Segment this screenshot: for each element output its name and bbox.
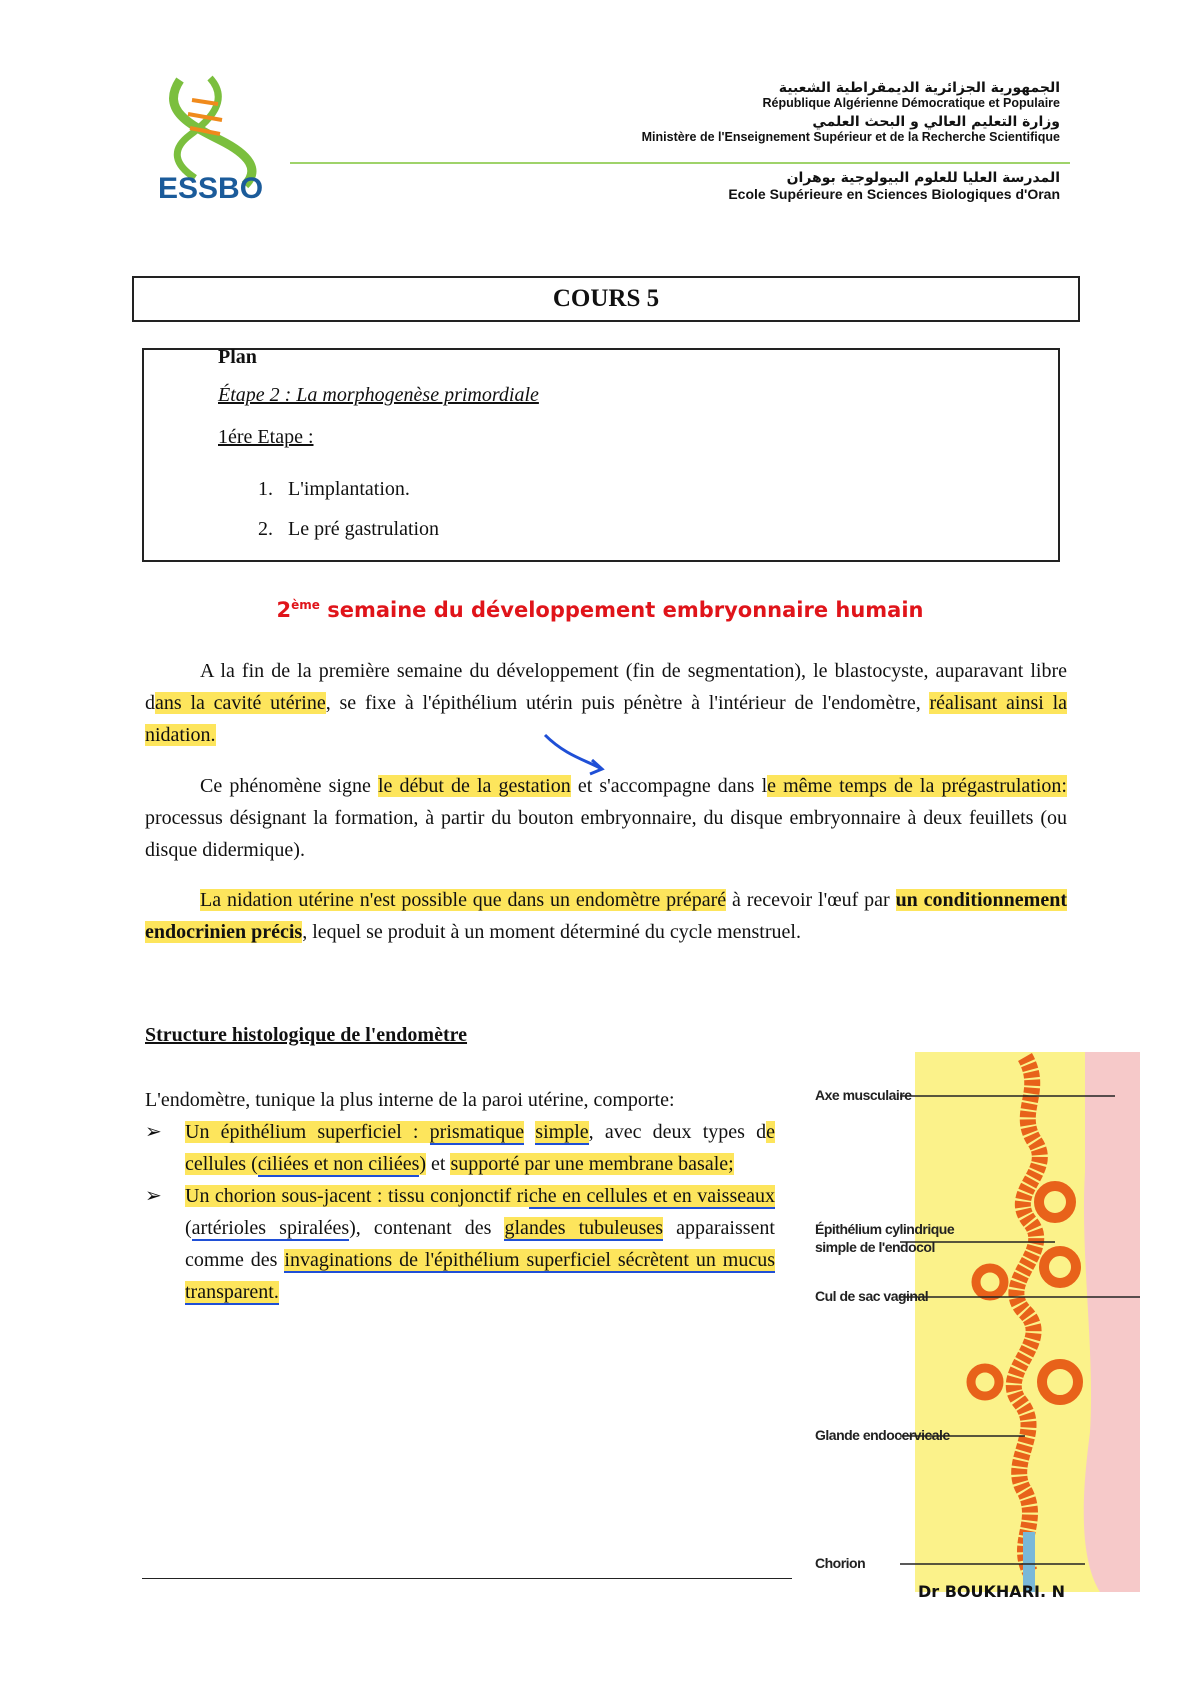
label-glande: Glande endocervicale [815, 1427, 950, 1443]
bullet-epithelium: ➢ Un épithélium superficiel : prismatique simple, avec deux types de cellules (ciliées et non ciliées) et supporté par une membrane basale; [145, 1121, 775, 1175]
header-fr-school: Ecole Supérieure en Sciences Biologiques d'Oran [728, 186, 1060, 202]
structure-title: Structure histologique de l'endomètre [145, 1024, 468, 1046]
paragraph-conditionnement: La nidation utérine n'est possible que dans un endomètre préparé à recevoir l'œuf par un conditionnement endocrinien précis, lequel se produit à un moment déterminé du cycle menstruel. [145, 889, 1068, 943]
plan-etape: Étape 2 : La morphogenèse primordiale [218, 384, 539, 406]
paragraph-nidation: A la fin de la première semaine du développement (fin de segmentation), le blastocyste, auparavant libre dans la cavité utérine, se fixe à l'épithélium utérin puis pénètre à l'intérieur de l'endomètre, réalisant ainsi la nidation. [145, 660, 1067, 746]
header-fr-ministry: Ministère de l'Enseignement Supérieur et de la Recherche Scientifique [641, 130, 1060, 144]
course-title: COURS 5 [552, 285, 660, 312]
plan-premiere-etape: 1ére Etape : [218, 426, 314, 448]
essbo-logo [150, 70, 300, 200]
plan-item-2: 2. Le pré gastrulation [258, 518, 440, 540]
author: Dr BOUKHARI. N [917, 1582, 1065, 1601]
label-cul-de-sac: Cul de sac vaginal [815, 1288, 929, 1304]
paragraph-gestation: Ce phénomène signe le début de la gestation et s'accompagne dans le même temps de la prégastrulation: processus désignant la formation, à partir du bouton embryonnaire, du disque embryonnaire à deux feuillets (ou disque didermique). [145, 775, 1067, 861]
course-title-box [132, 276, 1080, 322]
bullet-chorion: ➢ Un chorion sous-jacent : tissu conjonctif riche en cellules et en vaisseaux (artérioles spiralées), contenant des glandes tubuleuses apparaissent comme des invaginations de l'épithélium superficiel sécrètent un mucus transparent. [145, 1185, 776, 1303]
label-chorion: Chorion [815, 1555, 866, 1571]
endometre-description [145, 1084, 775, 1308]
header-ar-republic: الجمهورية الجزائرية الديمقراطية الشعبية [778, 80, 1060, 96]
plan-heading: Plan [218, 346, 257, 368]
plan-item-1: 1. L'implantation. [258, 478, 410, 500]
header-rule [290, 162, 1070, 164]
endocervix-figure [815, 1052, 1140, 1592]
institution-header [560, 80, 1060, 144]
label-epithelium: Épithélium cylindrique simple de l'endocol [815, 1221, 955, 1255]
header-ar-school: المدرسة العليا للعلوم البيولوجية بوهران [786, 170, 1060, 186]
footer-rule [142, 1578, 792, 1579]
section-title: 2ème semaine du développement embryonnaire humain [276, 598, 924, 622]
logo-text: ESSBO [158, 172, 264, 200]
header-fr-republic: République Algérienne Démocratique et Populaire [762, 96, 1060, 110]
plan-box [142, 348, 1060, 562]
header-ar-ministry: وزارة التعليم العالي و البحث العلمي [812, 114, 1060, 130]
school-name [560, 170, 1060, 202]
label-axe-musculaire: Axe musculaire [815, 1087, 912, 1103]
endometre-intro: L'endomètre, tunique la plus interne de la paroi utérine, comporte: [145, 1089, 675, 1111]
endocervix-diagram [815, 1052, 1140, 1592]
